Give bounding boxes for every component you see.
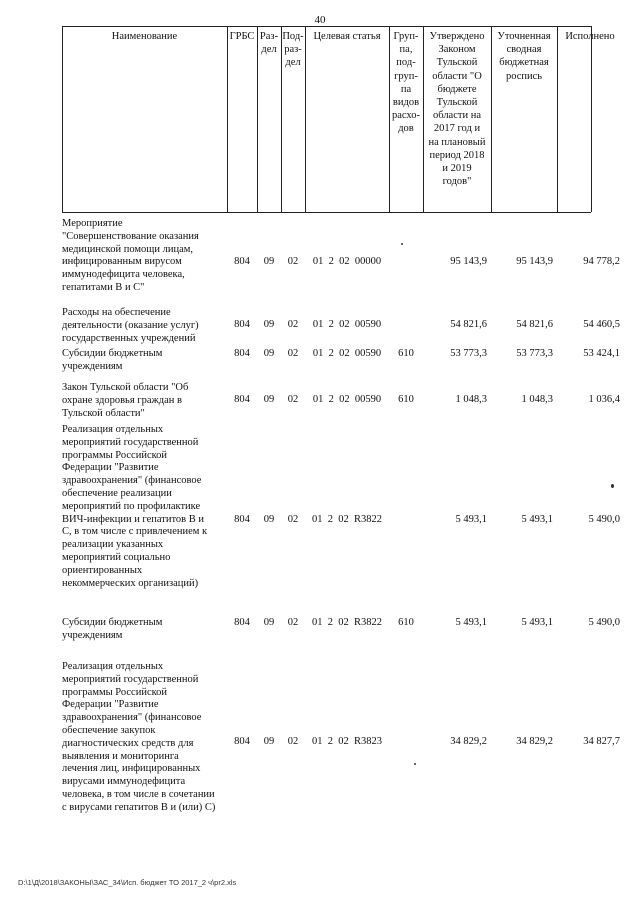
row-podrazdel: 02	[287, 348, 299, 359]
row-target: 01 2 02 00590	[312, 319, 382, 330]
table-row	[62, 424, 620, 614]
row-razdel: 09	[263, 256, 275, 267]
row-name: Расходы на обеспечение деятельности (оказание услуг) государственных учреждений	[62, 307, 199, 344]
row-group: 610	[398, 348, 414, 359]
table-row	[62, 307, 620, 347]
row-grbs: 804	[234, 736, 250, 747]
row-podrazdel: 02	[287, 394, 299, 405]
row-grbs: 804	[234, 514, 250, 525]
row-grbs: 804	[234, 394, 250, 405]
row-name: Субсидии бюджетным учреждениям	[62, 348, 163, 372]
row-approved: 5 493,1	[455, 514, 487, 525]
header-divider	[305, 26, 306, 212]
row-target: 01 2 02 00590	[312, 348, 382, 359]
table-row	[62, 661, 620, 841]
row-target: 01 2 02 00000	[312, 256, 382, 267]
header-podrazdel: Под- раз- дел	[282, 31, 304, 69]
row-podrazdel: 02	[287, 617, 299, 628]
row-name: Реализация отдельных мероприятий государственной программы Российской Федерации "Развитие здравоохранения" (финансовое обеспечение реализации мероприятий по профилактике ВИЧ-инфекции и гепатитов В и С, в том числе с привлечением к реализации указанных мероприятий социально ориентированных некоммерческих организаций)	[62, 424, 208, 589]
row-razdel: 09	[263, 348, 275, 359]
row-name: Субсидии бюджетным учреждениям	[62, 617, 163, 641]
row-approved: 53 773,3	[450, 348, 487, 359]
header-divider	[62, 26, 63, 212]
header-grbs: ГРБС	[229, 31, 255, 42]
row-target: 01 2 02 00590	[312, 394, 382, 405]
row-razdel: 09	[263, 319, 275, 330]
row-group: 610	[398, 394, 414, 405]
row-grbs: 804	[234, 348, 250, 359]
row-grbs: 804	[234, 256, 250, 267]
page-number: 40	[314, 14, 326, 26]
header-approved: Утверждено Законом Тульской области "О бюджете Тульской области на 2017 год и на плановый период 2018 и 2019 годов"	[428, 31, 486, 188]
row-razdel: 09	[263, 736, 275, 747]
row-name: Реализация отдельных мероприятий государственной программы Российской Федерации "Развитие здравоохранения" (финансовое обеспечение закупок диагностических средств для выявления и мониторинга лечения лиц, инфицированных вирусами иммунодефицита человека, в том числе в сочетании с вирусами гепатитов В и (или) С)	[62, 661, 216, 813]
row-executed: 94 778,2	[583, 256, 620, 267]
scan-speck	[611, 484, 614, 488]
scan-speck	[414, 763, 416, 765]
row-executed: 5 490,0	[588, 617, 620, 628]
header-top-border	[62, 26, 591, 27]
table-row	[62, 348, 620, 380]
row-grbs: 804	[234, 319, 250, 330]
row-executed: 54 460,5	[583, 319, 620, 330]
row-refined: 54 821,6	[516, 319, 553, 330]
row-refined: 95 143,9	[516, 256, 553, 267]
row-refined: 5 493,1	[521, 514, 553, 525]
row-approved: 54 821,6	[450, 319, 487, 330]
row-razdel: 09	[263, 514, 275, 525]
table-row	[62, 218, 620, 303]
header-executed: Исполнено	[565, 31, 615, 42]
row-executed: 1 036,4	[588, 394, 620, 405]
row-podrazdel: 02	[287, 736, 299, 747]
row-grbs: 804	[234, 617, 250, 628]
row-refined: 5 493,1	[521, 617, 553, 628]
header-group: Груп- па, под- груп- па видов расхо- дов	[391, 31, 421, 135]
row-refined: 1 048,3	[521, 394, 553, 405]
header-divider	[591, 26, 592, 212]
row-podrazdel: 02	[287, 256, 299, 267]
row-podrazdel: 02	[287, 514, 299, 525]
table-row	[62, 617, 620, 657]
row-target: 01 2 02 R3822	[311, 514, 382, 525]
header-refined: Уточненная сводная бюджетная роспись	[497, 31, 551, 82]
header-bottom-border	[62, 212, 591, 213]
header-target: Целевая статья	[313, 31, 381, 42]
row-razdel: 09	[263, 617, 275, 628]
header-razdel: Раз- дел	[259, 31, 279, 56]
row-refined: 53 773,3	[516, 348, 553, 359]
row-approved: 95 143,9	[450, 256, 487, 267]
row-group: 610	[398, 617, 414, 628]
row-executed: 34 827,7	[583, 736, 620, 747]
header-divider	[557, 26, 558, 212]
row-name: Закон Тульской области "Об охране здоровья граждан в Тульской области"	[62, 382, 189, 419]
header-divider	[227, 26, 228, 212]
table-row	[62, 382, 620, 422]
file-path-footer: D:\1\Д\2018\ЗАКОНЫ\ЗАС_34\Исп. бюджет ТО 2017_2 ч\pr2.xls	[18, 878, 237, 887]
row-approved: 1 048,3	[455, 394, 487, 405]
row-name: Мероприятие "Совершенствование оказания медицинской помощи лицам, инфицированным вирусом иммунодефицита человека, гепатитами В и С"	[62, 218, 199, 293]
row-executed: 53 424,1	[583, 348, 620, 359]
row-approved: 5 493,1	[455, 617, 487, 628]
row-approved: 34 829,2	[450, 736, 487, 747]
row-target: 01 2 02 R3823	[311, 736, 382, 747]
header-name: Наименование	[111, 31, 178, 42]
row-executed: 5 490,0	[588, 514, 620, 525]
row-razdel: 09	[263, 394, 275, 405]
row-target: 01 2 02 R3822	[311, 617, 382, 628]
row-podrazdel: 02	[287, 319, 299, 330]
scan-speck	[401, 243, 403, 245]
row-refined: 34 829,2	[516, 736, 553, 747]
